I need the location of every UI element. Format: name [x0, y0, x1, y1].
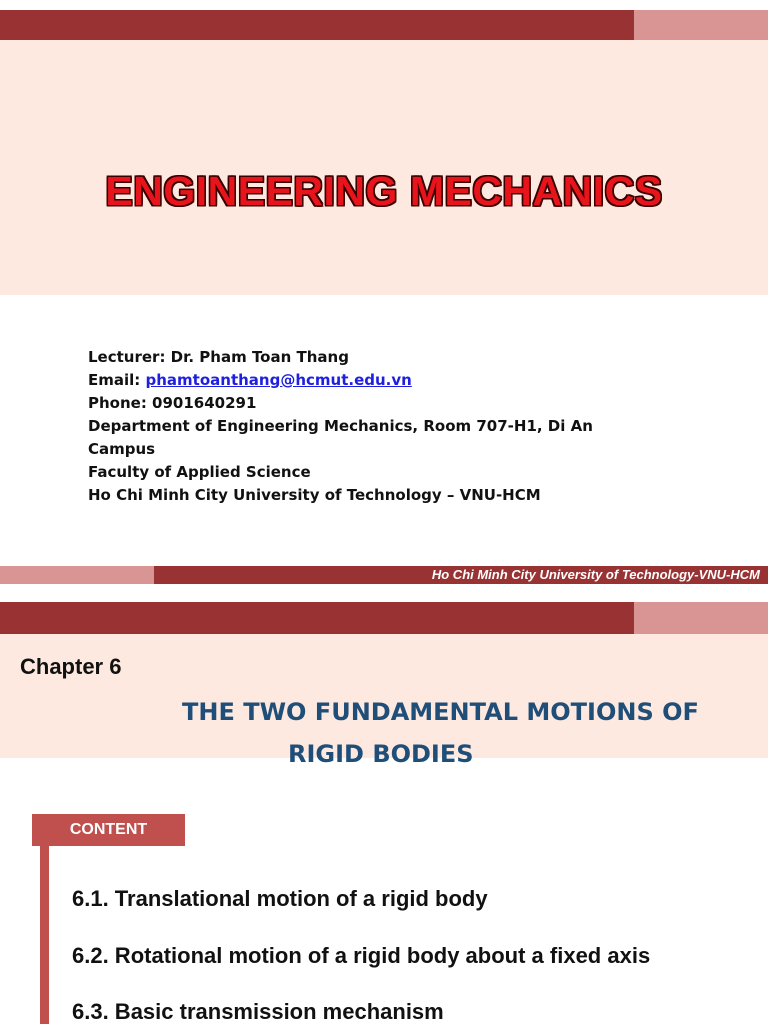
- department-line-1: Department of Engineering Mechanics, Room 707-H1, Di An: [88, 417, 593, 435]
- footer-text: Ho Chi Minh City University of Technology-VNU-HCM: [431, 567, 760, 582]
- phone-line: Phone: 0901640291: [88, 394, 257, 412]
- top-bar-dark: [0, 10, 634, 40]
- email-label: Email:: [88, 371, 146, 389]
- lecturer-info: [88, 346, 608, 507]
- content-label: CONTENT: [69, 821, 148, 838]
- top-bar-light: [634, 10, 768, 40]
- slide-2: [0, 590, 768, 1024]
- slide-title: ENGINEERING MECHANICS: [105, 168, 663, 214]
- chapter-label: Chapter 6: [20, 654, 122, 679]
- content-item-3: 6.3. Basic transmission mechanism: [72, 999, 444, 1024]
- content-item-2: 6.2. Rotational motion of a rigid body about a fixed axis: [72, 943, 651, 968]
- chapter-title-line-2: RIGID BODIES: [288, 740, 474, 768]
- top-bar-light: [634, 602, 768, 634]
- content-vertical-line: [40, 846, 49, 1024]
- email-link[interactable]: phamtoanthang@hcmut.edu.vn: [145, 371, 412, 389]
- bottom-bar-light: [0, 566, 154, 584]
- department-line-2: Campus: [88, 440, 156, 458]
- chapter-title-line-1: THE TWO FUNDAMENTAL MOTIONS OF: [182, 698, 699, 726]
- top-bar-dark: [0, 602, 634, 634]
- lecturer-line: Lecturer: Dr. Pham Toan Thang: [88, 348, 349, 366]
- faculty-line: Faculty of Applied Science: [88, 463, 311, 481]
- university-line: Ho Chi Minh City University of Technology – VNU-HCM: [88, 486, 541, 504]
- content-item-1: 6.1. Translational motion of a rigid body: [72, 886, 488, 911]
- email-line: [88, 369, 608, 392]
